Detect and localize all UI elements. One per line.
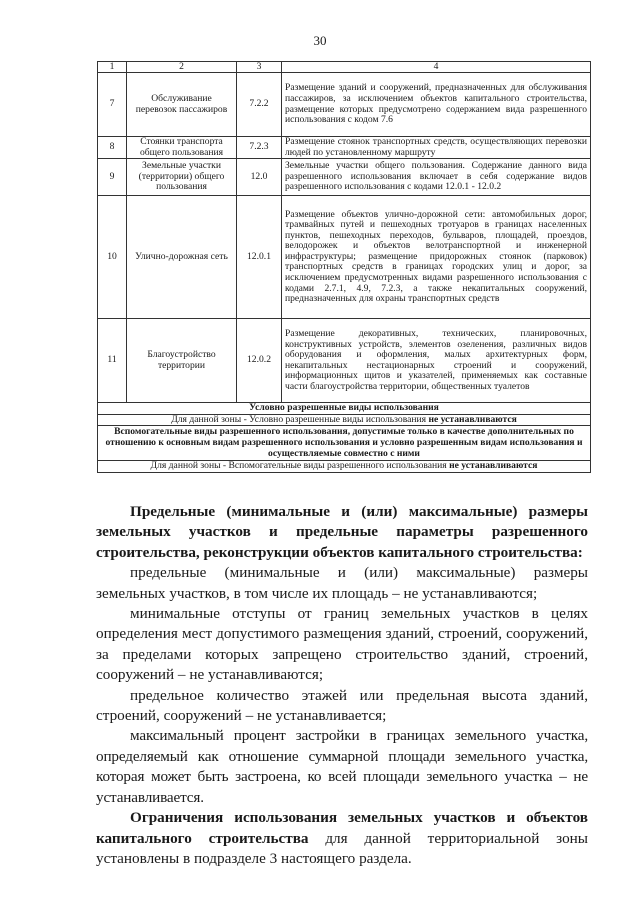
- use-type-code: 7.2.2: [237, 73, 282, 137]
- table-row: [98, 159, 591, 196]
- paragraph-restrictions: [96, 808, 588, 869]
- permitted-use-table: [97, 61, 591, 473]
- conditional-note-text: Для данной зоны - Условно разрешенные виды использования: [171, 413, 427, 425]
- row-number: 9: [98, 159, 127, 196]
- column-header: 4: [282, 62, 591, 73]
- row-number: 8: [98, 137, 127, 159]
- auxiliary-uses-title: Вспомогательные виды разрешенного использования, допустимые только в качестве дополнительных по отношению к основным видам разрешенного использования и условно разрешенным видам использования и осуществляемые совместно с ними: [98, 426, 591, 461]
- restrictions-rest: для данной территориальной зоны установлены в подразделе 3 настоящего раздела.: [96, 829, 588, 867]
- use-type-code: 12.0.2: [237, 319, 282, 403]
- use-type-description: Земельные участки общего пользования. Содержание данного вида разрешенного использования включает в себя содержание видов разрешенного использования с кодами 12.0.1 - 12.0.2: [282, 159, 591, 196]
- use-type-name: Обслуживание перевозок пассажиров: [127, 73, 237, 137]
- conditional-note-status: не устанавливаются: [428, 413, 517, 425]
- section-row: [98, 403, 591, 415]
- use-type-code: 12.0: [237, 159, 282, 196]
- paragraph-plot-size: предельные (минимальные и (или) максимальные) размеры земельных участков, в том числе их площадь – не устанавливаются;: [96, 564, 588, 602]
- row-number: 10: [98, 196, 127, 319]
- use-type-description: Размещение стоянок транспортных средств, осуществляющих перевозки людей по установленному маршруту: [282, 137, 591, 159]
- conditional-uses-note: [98, 414, 591, 426]
- use-type-code: 12.0.1: [237, 196, 282, 319]
- row-number: 11: [98, 319, 127, 403]
- table-row: [98, 137, 591, 159]
- table-header-row: [98, 62, 591, 73]
- use-type-description: Размещение объектов улично-дорожной сети: автомобильных дорог, трамвайных путей и пешеходных тротуаров в границах населенных пунктов, пешеходных переходов, бульваров, площадей, проездов, велодорожек и объектов велотранспортной и инженерной инфраструктуры; размещение придорожных стоянок (парковок) транспортных средств в границах городских улиц и дорог, за исключением предусмотренных видами разрешенного использования с кодами 2.7.1, 4.9, 7.2.3, а также некапитальных сооружений, предназначенных для охраны транспортных средств: [282, 196, 591, 319]
- column-header: 2: [127, 62, 237, 73]
- limits-heading: Предельные (минимальные и (или) максимальные) размеры земельных участков и предельные параметры разрешенного строительства, реконструкции объектов капитального строительства:: [96, 503, 588, 561]
- table-row: [98, 319, 591, 403]
- use-type-name: Улично-дорожная сеть: [127, 196, 237, 319]
- paragraph-coverage: максимальный процент застройки в границах земельного участка, определяемый как отношение суммарной площади земельного участка, которая может быть застроена, ко всей площади земельного участка – не устанавливается.: [96, 727, 588, 806]
- column-header: 3: [237, 62, 282, 73]
- restrictions-bold: Ограничения использования земельных участков и объектов капитального строительства: [96, 809, 588, 847]
- use-type-name: Благоустройство территории: [127, 319, 237, 403]
- row-number: 7: [98, 73, 127, 137]
- use-type-description: Размещение зданий и сооружений, предназначенных для обслуживания пассажиров, за исключением объектов капитального строительства, размещение которых предусмотрено содержанием вида разрешенного использования с кодом 7.6: [282, 73, 591, 137]
- paragraph-floors: предельное количество этажей или предельная высота зданий, строений, сооружений – не устанавливается;: [96, 686, 588, 725]
- auxiliary-uses-note: [98, 461, 591, 473]
- section-row: [98, 414, 591, 426]
- paragraph-setbacks: минимальные отступы от границ земельных участков в целях определения мест допустимого размещения зданий, строений, сооружений, за пределами которых запрещено строительство зданий, строений, сооружений – не устанавливаются;: [96, 605, 588, 684]
- auxiliary-note-text: Для данной зоны - Вспомогательные виды разрешенного использования: [150, 460, 447, 472]
- section-row: [98, 461, 591, 473]
- column-header: 1: [98, 62, 127, 73]
- page-number: 30: [313, 33, 327, 48]
- table-row: [98, 196, 591, 319]
- table-row: [98, 73, 591, 137]
- use-type-description: Размещение декоративных, технических, планировочных, конструктивных устройств, элементов озеленения, различных видов оборудования и оформления, малых архитектурных форм, некапитальных нестационарных строений и сооружений, информационных щитов и указателей, применяемых как составные части благоустройства территории, общественных туалетов: [282, 319, 591, 403]
- body-text: [96, 502, 588, 869]
- auxiliary-note-status: не устанавливаются: [449, 460, 538, 472]
- use-type-code: 7.2.3: [237, 137, 282, 159]
- use-type-name: Стоянки транспорта общего пользования: [127, 137, 237, 159]
- section-row: [98, 426, 591, 461]
- use-type-name: Земельные участки (территории) общего пользования: [127, 159, 237, 196]
- conditional-uses-title: Условно разрешенные виды использования: [98, 403, 591, 415]
